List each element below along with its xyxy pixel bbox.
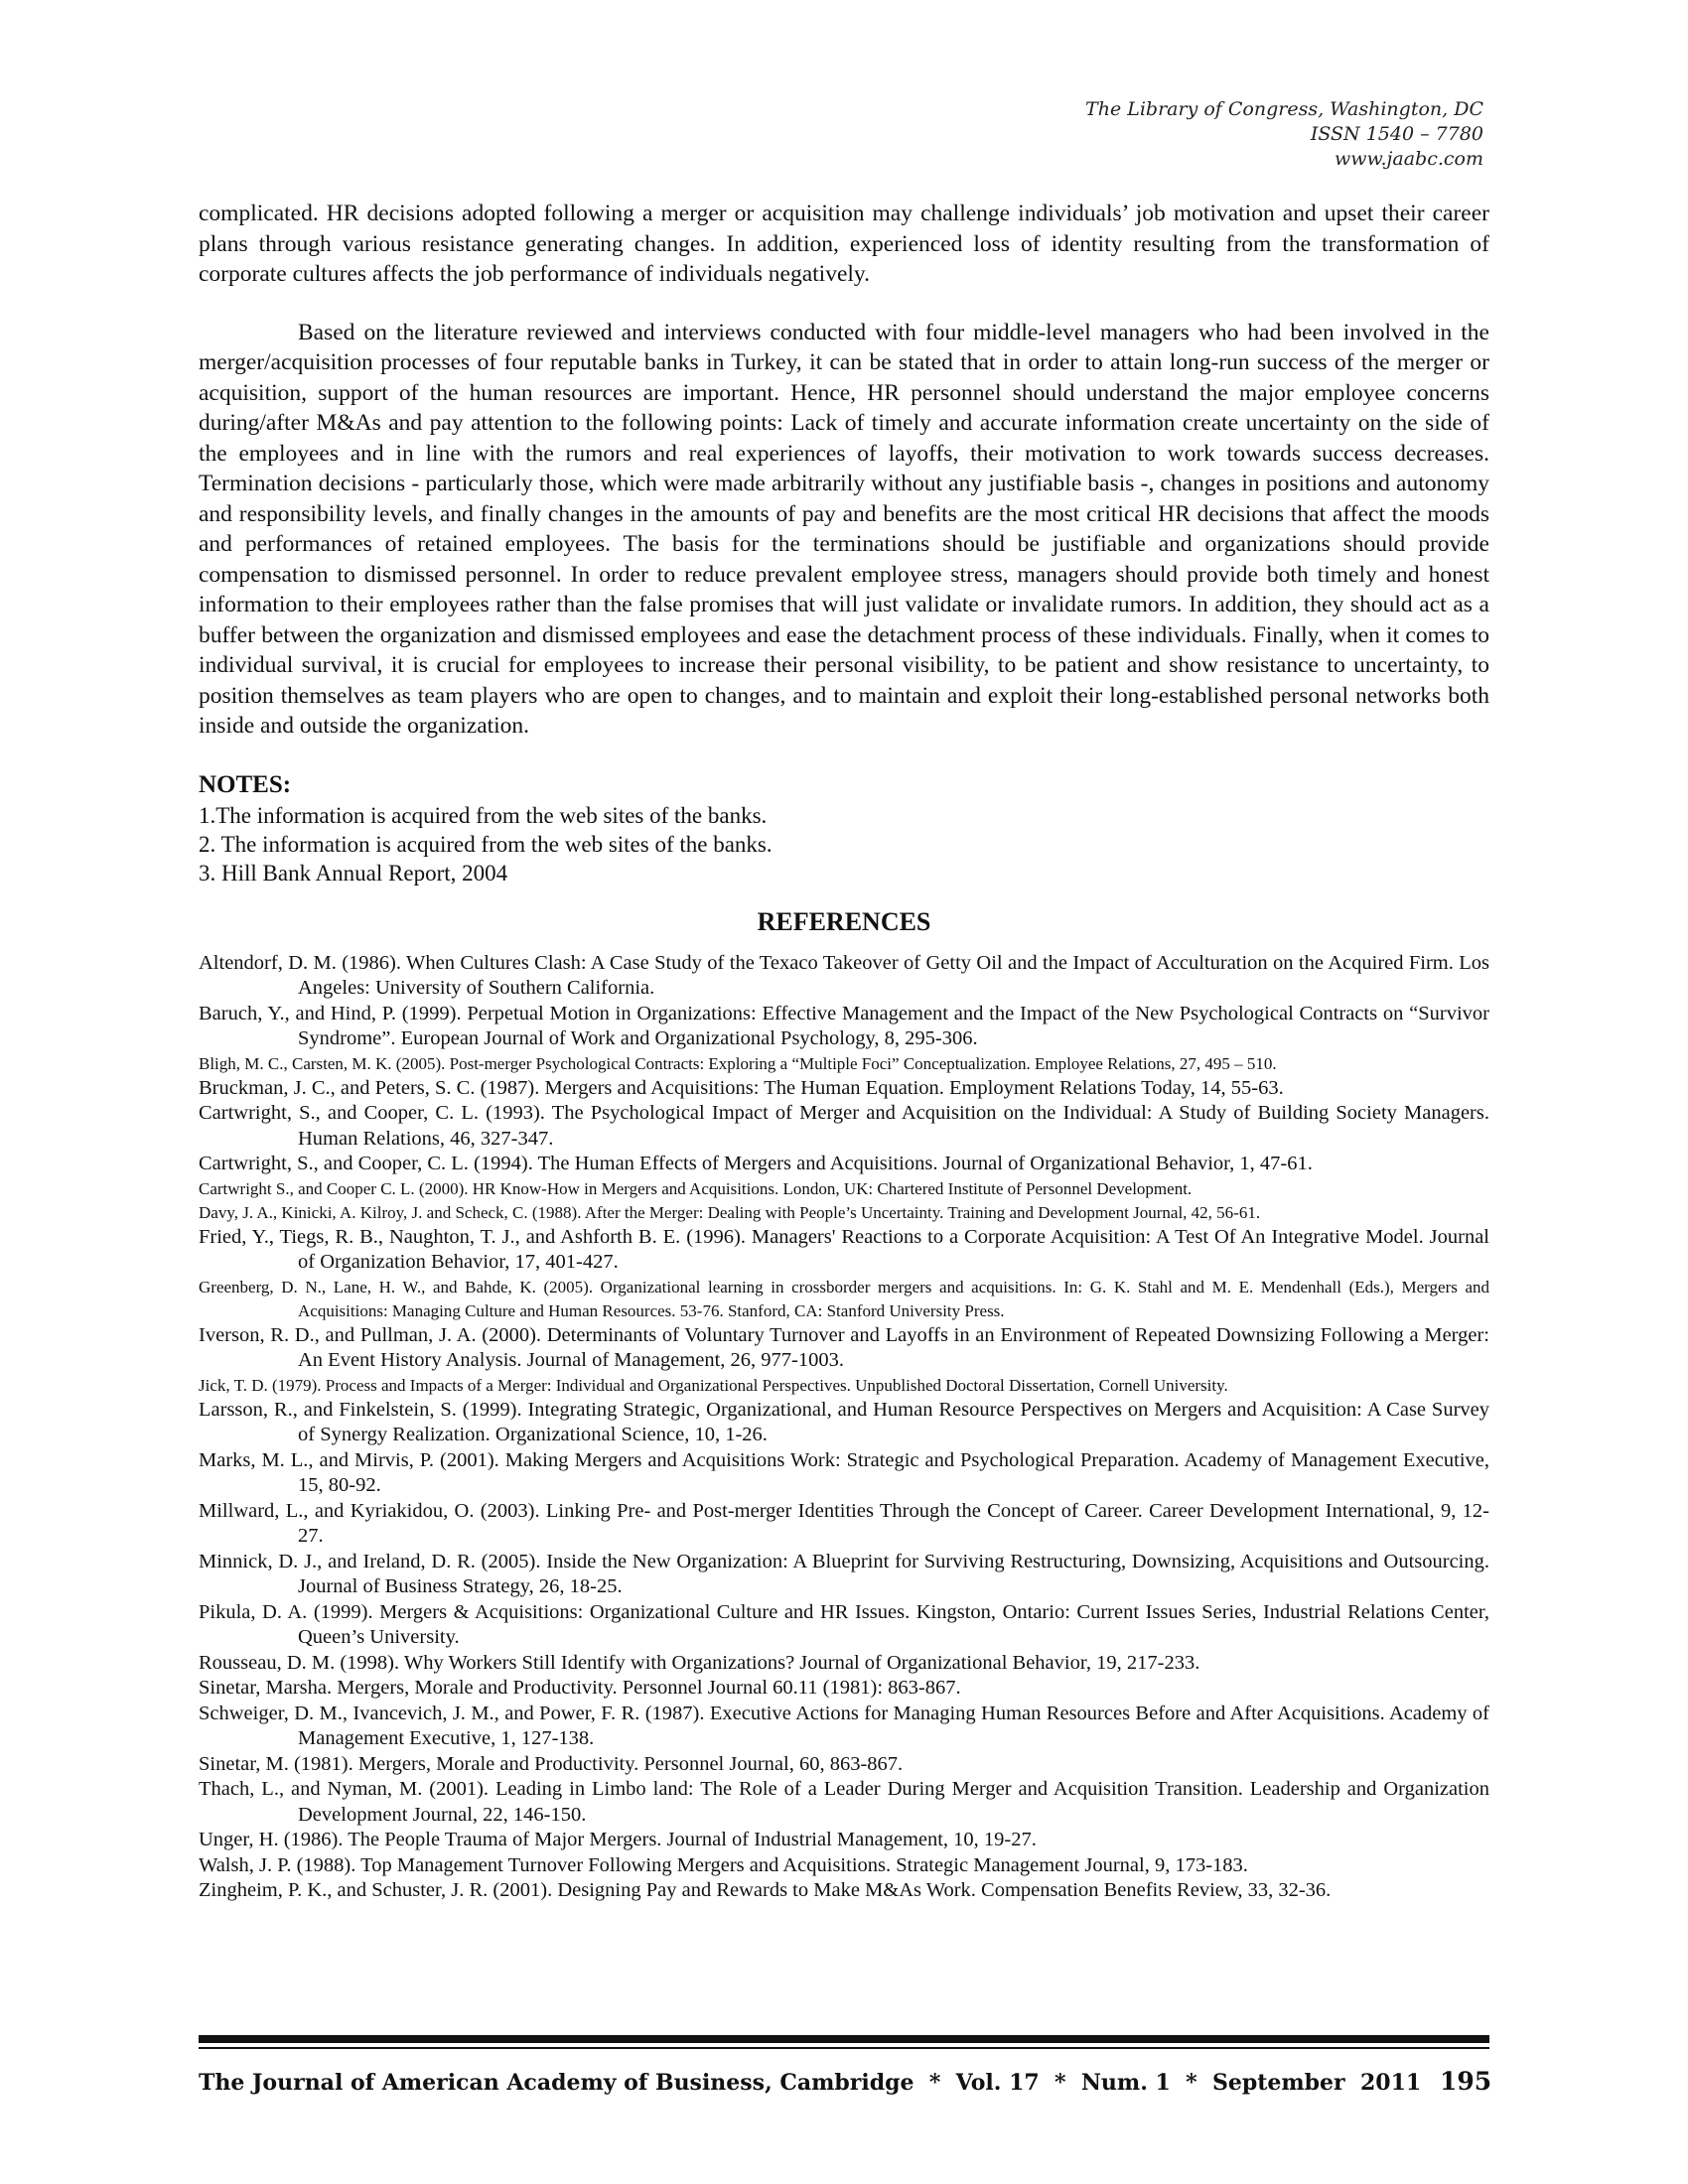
reference-item: Cartwright S., and Cooper C. L. (2000). HR Know-How in Mergers and Acquisitions. London, UK: Chartered Institute of Personnel Development.: [199, 1178, 1193, 1198]
header-line-website: www.jaabc.com: [1334, 148, 1483, 170]
reference-item: Schweiger, D. M., Ivancevich, J. M., and Power, F. R. (1987). Executive Actions for Managing Human Resources Before and After Acquisitions. Academy of Management Executive, 1, 127-138.: [199, 1702, 1489, 1749]
footer-rule-thick: [199, 2035, 1489, 2043]
reference-item: Marks, M. L., and Mirvis, P. (2001). Making Mergers and Acquisitions Work: Strategic and Psychological Preparation. Academy of Management Executive, 15, 80-92.: [199, 1448, 1489, 1496]
footer-rule-thin: [199, 2047, 1489, 2049]
header-line-issn: ISSN 1540 – 7780: [1310, 123, 1483, 145]
reference-item: Bligh, M. C., Carsten, M. K. (2005). Post-merger Psychological Contracts: Exploring a “Multiple Foci” Conceptualization. Employee Relations, 27, 495 – 510.: [199, 1053, 1277, 1073]
reference-item: Iverson, R. D., and Pullman, J. A. (2000). Determinants of Voluntary Turnover and Layoffs in an Environment of Repeated Downsizing Following a Merger: An Event History Analysis. Journal of Management, 26, 977-1003.: [199, 1323, 1489, 1371]
reference-item: Cartwright, S., and Cooper, C. L. (1993). The Psychological Impact of Merger and Acquisition on the Individual: A Study of Building Society Managers. Human Relations, 46, 327-347.: [199, 1102, 1489, 1150]
paragraph-conclusion: Based on the literature reviewed and interviews conducted with four middle-level managers who had been involved in the merger/acquisition processes of four reputable banks in Turkey, it can be stated that in order to attain long-run success of the merger or acquisition, support of the human resources are important. Hence, HR personnel should understand the major employee concerns during/after M&As and pay attention to the following points: Lack of timely and accurate information create uncertainty on the side of the employees and in line with the rumors and real experiences of layoffs, their motivation to work towards success decreases. Termination decisions - particularly those, which were made arbitrarily without any justifiable basis -, changes in positions and autonomy and responsibility levels, and finally changes in the amounts of pay and benefits are the most critical HR decisions that affect the moods and performances of retained employees. The basis for the terminations should be justifiable and organizations should provide compensation to dismissed personnel. In order to reduce prevalent employee stress, managers should provide both timely and honest information to their employees rather than the false promises that will just validate or invalidate rumors. In addition, they should act as a buffer between the organization and dismissed employees and ease the detachment process of these individuals. Finally, when it comes to individual survival, it is crucial for employees to increase their personal visibility, to be patient and show resistance to uncertainty, to position themselves as team players who are open to changes, and to maintain and exploit their long-established personal networks both inside and outside the organization.: [199, 319, 1489, 739]
note-item: 1.The information is acquired from the web sites of the banks.: [199, 802, 768, 828]
running-header: [1085, 97, 1483, 172]
reference-item: Altendorf, D. M. (1986). When Cultures Clash: A Case Study of the Texaco Takeover of Getty Oil and the Impact of Acculturation on the Acquired Firm. Los Angeles: University of Southern California.: [199, 951, 1489, 999]
reference-item: Cartwright, S., and Cooper, C. L. (1994). The Human Effects of Mergers and Acquisitions. Journal of Organizational Behavior, 1, 47-61.: [199, 1153, 1313, 1174]
reference-item: Bruckman, J. C., and Peters, S. C. (1987). Mergers and Acquisitions: The Human Equation. Employment Relations Today, 14, 55-63.: [199, 1076, 1284, 1099]
reference-item: Millward, L., and Kyriakidou, O. (2003). Linking Pre- and Post-merger Identities Through the Concept of Career. Career Development International, 9, 12-27.: [199, 1499, 1489, 1547]
reference-item: Thach, L., and Nyman, M. (2001). Leading in Limbo land: The Role of a Leader During Merger and Acquisition Transition. Leadership and Organization Development Journal, 22, 146-150.: [199, 1778, 1489, 1826]
article-body: [199, 199, 1489, 1904]
notes-heading: NOTES:: [199, 770, 292, 798]
reference-item: Pikula, D. A. (1999). Mergers & Acquisitions: Organizational Culture and HR Issues. Kingston, Ontario: Current Issues Series, Industrial Relations Center, Queen’s University.: [199, 1600, 1489, 1648]
reference-item: Fried, Y., Tiegs, R. B., Naughton, T. J., and Ashforth B. E. (1996). Managers' Reactions to a Corporate Acquisition: A Test Of An Integrative Model. Journal of Organization Behavior, 17, 401-427.: [199, 1225, 1489, 1273]
reference-item: Jick, T. D. (1979). Process and Impacts of a Merger: Individual and Organizational Perspectives. Unpublished Doctoral Dissertation, Cornell University.: [199, 1375, 1228, 1395]
page-number: 195: [1440, 2067, 1492, 2096]
references-heading: REFERENCES: [757, 906, 931, 936]
reference-item: Sinetar, M. (1981). Mergers, Morale and Productivity. Personnel Journal, 60, 863-867.: [199, 1752, 904, 1775]
reference-item: Zingheim, P. K., and Schuster, J. R. (2001). Designing Pay and Rewards to Make M&As Work. Compensation Benefits Review, 33, 32-36.: [199, 1879, 1332, 1901]
reference-item: Rousseau, D. M. (1998). Why Workers Still Identify with Organizations? Journal of Organizational Behavior, 19, 217-233.: [199, 1651, 1200, 1674]
reference-item: Davy, J. A., Kinicki, A. Kilroy, J. and Scheck, C. (1988). After the Merger: Dealing with People’s Uncertainty. Training and Development Journal, 42, 56-61.: [199, 1202, 1261, 1222]
note-item: 2. The information is acquired from the web sites of the banks.: [199, 831, 773, 857]
reference-item: Greenberg, D. N., Lane, H. W., and Bahde, K. (2005). Organizational learning in crossborder mergers and acquisitions. In: G. K. Stahl and M. E. Mendenhall (Eds.), Mergers and Acquisitions: Managing Culture and Human Resources. 53-76. Stanford, CA: Stanford University Press.: [199, 1277, 1489, 1320]
reference-item: Baruch, Y., and Hind, P. (1999). Perpetual Motion in Organizations: Effective Management and the Impact of the New Psychological Contracts on “Survivor Syndrome”. European Journal of Work and Organizational Psychology, 8, 295-306.: [199, 1002, 1489, 1049]
reference-item: Sinetar, Marsha. Mergers, Morale and Productivity. Personnel Journal 60.11 (1981): 863-867.: [199, 1677, 961, 1699]
header-line-publisher: The Library of Congress, Washington, DC: [1085, 98, 1483, 120]
footer-journal-citation: The Journal of American Academy of Business, Cambridge * Vol. 17 * Num. 1 * September 2011: [199, 2070, 1422, 2096]
reference-item: Walsh, J. P. (1988). Top Management Turnover Following Mergers and Acquisitions. Strategic Management Journal, 9, 173-183.: [199, 1853, 1248, 1876]
reference-item: Unger, H. (1986). The People Trauma of Major Mergers. Journal of Industrial Management, 10, 19-27.: [199, 1829, 1037, 1850]
reference-list: [199, 951, 1489, 1904]
reference-item: Larsson, R., and Finkelstein, S. (1999). Integrating Strategic, Organizational, and Human Resource Perspectives on Mergers and Acquisition: A Case Survey of Synergy Realization. Organizational Science, 10, 1-26.: [199, 1398, 1489, 1445]
paragraph-continued: complicated. HR decisions adopted following a merger or acquisition may challenge individuals’ job motivation and upset their career plans through various resistance generating changes. In addition, experienced loss of identity resulting from the transformation of corporate cultures affects the job performance of individuals negatively.: [199, 201, 1489, 287]
reference-item: Minnick, D. J., and Ireland, D. R. (2005). Inside the New Organization: A Blueprint for Surviving Restructuring, Downsizing, Acquisitions and Outsourcing. Journal of Business Strategy, 26, 18-25.: [199, 1550, 1489, 1597]
note-item: 3. Hill Bank Annual Report, 2004: [199, 860, 508, 886]
